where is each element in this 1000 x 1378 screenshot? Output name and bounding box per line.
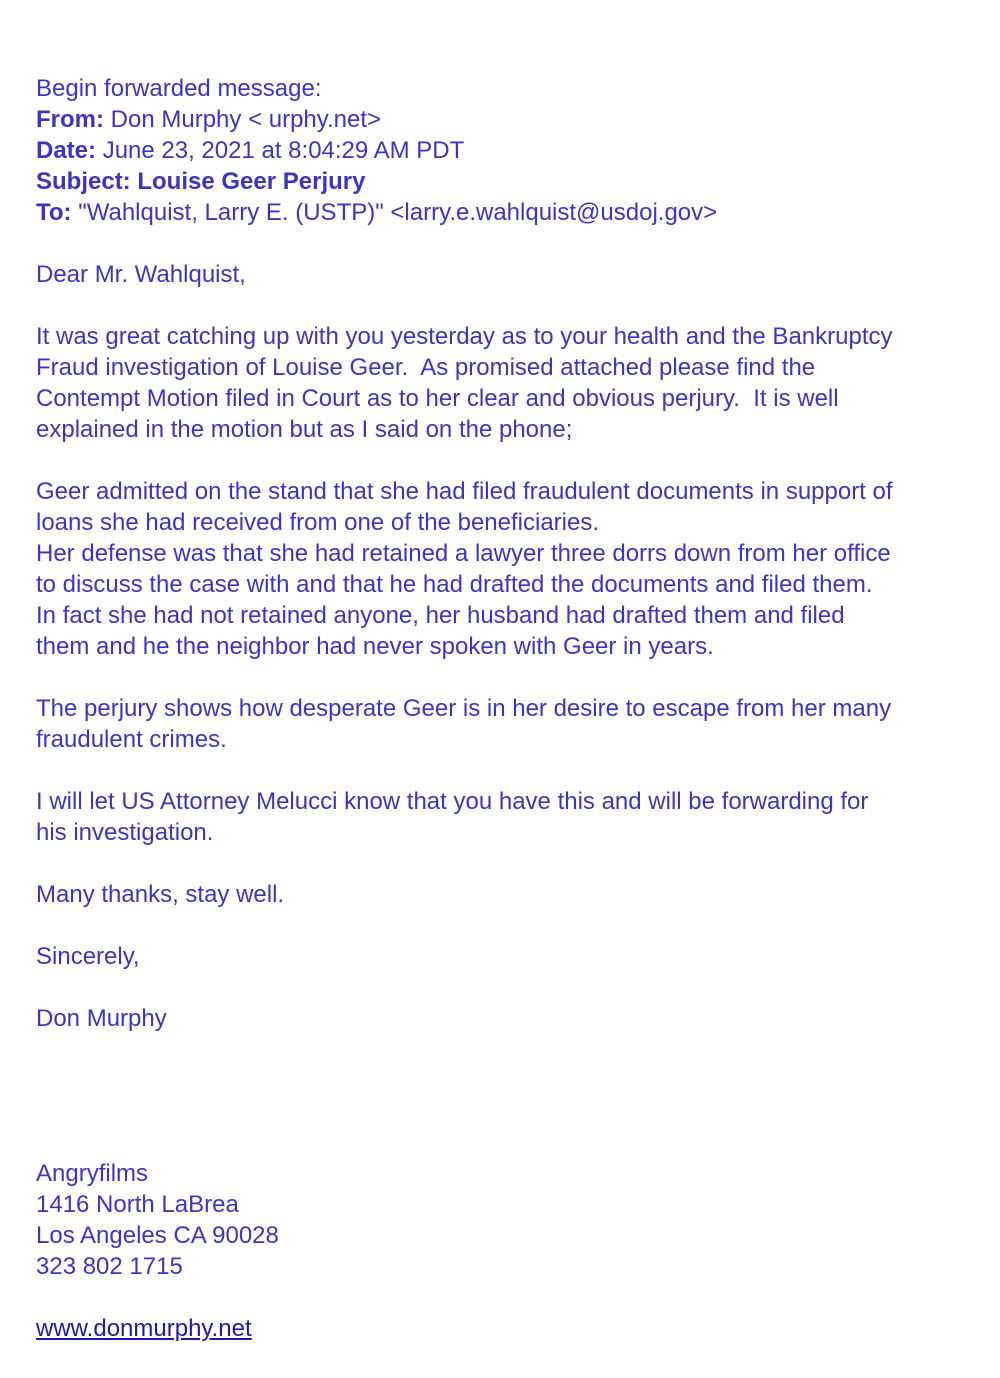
date-label: Date: bbox=[36, 137, 97, 164]
street-address: 1416 North LaBrea bbox=[36, 1191, 239, 1218]
spacer bbox=[36, 910, 970, 941]
from-line bbox=[36, 104, 970, 135]
spacer bbox=[36, 228, 970, 259]
salutation: Dear Mr. Wahlquist, bbox=[36, 261, 246, 288]
signature-block bbox=[36, 1158, 970, 1282]
date-line bbox=[36, 135, 970, 166]
subject-line bbox=[36, 166, 970, 197]
forward-header bbox=[36, 73, 970, 228]
subject-value: Louise Geer Perjury bbox=[137, 168, 366, 195]
spacer bbox=[36, 1282, 970, 1313]
paragraph-line: The perjury shows how desperate Geer is in her desire to escape from her many bbox=[36, 695, 892, 722]
spacer bbox=[36, 290, 970, 321]
paragraph-1 bbox=[36, 321, 970, 445]
website-link[interactable]: www.donmurphy.net bbox=[36, 1315, 252, 1342]
from-label: From: bbox=[36, 106, 104, 133]
paragraph-line: Her defense was that she had retained a lawyer three dorrs down from her office bbox=[36, 540, 891, 567]
paragraph-4 bbox=[36, 786, 970, 848]
paragraph-line: fraudulent crimes. bbox=[36, 726, 227, 753]
to-label: To: bbox=[36, 199, 72, 226]
paragraph-line: I will let US Attorney Melucci know that you have this and will be forwarding for bbox=[36, 788, 869, 815]
to-value: "Wahlquist, Larry E. (USTP)" <larry.e.wahlquist@usdoj.gov> bbox=[78, 199, 718, 226]
phone-number: 323 802 1715 bbox=[36, 1253, 183, 1280]
paragraph-line: It was great catching up with you yesterday as to your health and the Bankruptcy bbox=[36, 323, 893, 350]
paragraph-2 bbox=[36, 476, 970, 662]
spacer bbox=[36, 755, 970, 786]
to-line bbox=[36, 197, 970, 228]
paragraph-line: explained in the motion but as I said on the phone; bbox=[36, 416, 573, 443]
spacer bbox=[36, 972, 970, 1003]
paragraph-line: them and he the neighbor had never spoken with Geer in years. bbox=[36, 633, 714, 660]
from-value: Don Murphy < urphy.net> bbox=[110, 106, 382, 133]
city-state-zip: Los Angeles CA 90028 bbox=[36, 1222, 279, 1249]
closing-line: Sincerely, bbox=[36, 943, 140, 970]
paragraph-line: In fact she had not retained anyone, her husband had drafted them and filed bbox=[36, 602, 845, 629]
subject-label: Subject: bbox=[36, 168, 131, 195]
website-line bbox=[36, 1313, 970, 1344]
spacer bbox=[36, 848, 970, 879]
paragraph-line: Contempt Motion filed in Court as to her clear and obvious perjury. It is well bbox=[36, 385, 839, 412]
spacer bbox=[36, 445, 970, 476]
date-value: June 23, 2021 at 8:04:29 AM PDT bbox=[102, 137, 465, 164]
forward-intro: Begin forwarded message: bbox=[36, 75, 322, 102]
paragraph-line: his investigation. bbox=[36, 819, 214, 846]
thanks-line: Many thanks, stay well. bbox=[36, 881, 285, 908]
paragraph-line: Geer admitted on the stand that she had filed fraudulent documents in support of bbox=[36, 478, 893, 505]
paragraph-line: loans she had received from one of the beneficiaries. bbox=[36, 509, 600, 536]
paragraph-line: Fraud investigation of Louise Geer. As promised attached please find the bbox=[36, 354, 816, 381]
spacer bbox=[36, 1034, 970, 1158]
company-name: Angryfilms bbox=[36, 1160, 149, 1187]
signature-name: Don Murphy bbox=[36, 1005, 167, 1032]
paragraph-line: to discuss the case with and that he had drafted the documents and filed them. bbox=[36, 571, 873, 598]
paragraph-3 bbox=[36, 693, 970, 755]
spacer bbox=[36, 662, 970, 693]
